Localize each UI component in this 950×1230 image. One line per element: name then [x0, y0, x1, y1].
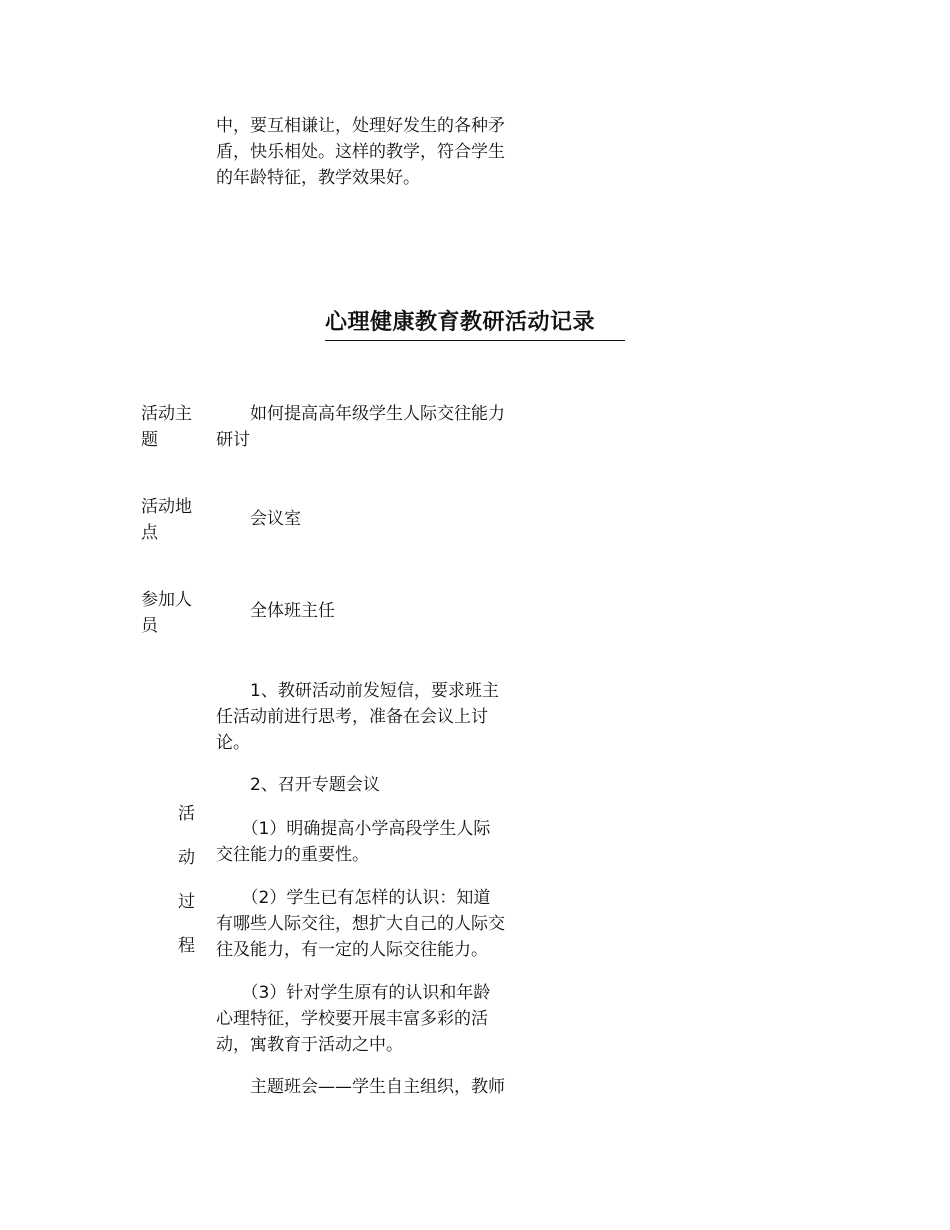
document-title: 心理健康教育教研活动记录	[325, 310, 596, 335]
process-paragraph-1	[216, 678, 499, 756]
process-line: 交往能力的重要性。	[216, 845, 369, 865]
process-line: 动，寓教育于活动之中。	[216, 1035, 403, 1055]
theme-value-line: 如何提高高年级学生人际交往能力	[216, 404, 505, 424]
theme-label	[141, 401, 192, 453]
place-label-line: 活动地	[141, 497, 192, 517]
theme-value	[216, 401, 505, 453]
process-label-char: 活	[178, 804, 195, 824]
process-line: 有哪些人际交往，想扩大自己的人际交	[216, 914, 505, 934]
place-label-line: 点	[141, 523, 158, 543]
theme-label-line: 题	[141, 430, 158, 450]
process-label-char: 程	[178, 936, 195, 956]
process-line: 2、召开专题会议	[216, 775, 380, 795]
process-line: 心理特征，学校要开展丰富多彩的活	[216, 1009, 488, 1029]
people-label	[141, 587, 192, 639]
process-paragraph-5	[216, 980, 490, 1058]
process-line: 1、教研活动前发短信，要求班主	[216, 681, 499, 701]
process-line: 任活动前进行思考，准备在会议上讨	[216, 707, 488, 727]
intro-line: 盾，快乐相处。这样的教学，符合学生	[216, 142, 505, 162]
process-line: 论。	[216, 733, 250, 753]
intro-line: 的年龄特征，教学效果好。	[216, 168, 420, 188]
process-line: （3）针对学生原有的认识和年龄	[216, 983, 491, 1003]
process-label-char: 动	[178, 848, 195, 868]
process-paragraph-3	[216, 816, 490, 868]
process-line: （2）学生已有怎样的认识：知道	[216, 888, 491, 908]
people-label-line: 员	[141, 616, 158, 636]
title-underline	[325, 340, 625, 341]
intro-paragraph	[216, 113, 505, 191]
process-line: 往及能力，有一定的人际交往能力。	[216, 940, 488, 960]
theme-label-line: 活动主	[141, 404, 192, 424]
process-paragraph-6	[216, 1074, 505, 1100]
process-paragraph-4	[216, 885, 505, 963]
theme-value-line: 研讨	[216, 430, 250, 450]
process-line: 主题班会——学生自主组织，教师	[216, 1077, 505, 1097]
place-label	[141, 494, 192, 546]
intro-line: 中，要互相谦让，处理好发生的各种矛	[216, 116, 505, 136]
people-label-line: 参加人	[141, 590, 192, 610]
people-value: 全体班主任	[216, 601, 335, 621]
process-label-char: 过	[178, 892, 195, 912]
place-value: 会议室	[216, 509, 301, 529]
process-paragraph-2	[216, 772, 380, 798]
process-line: （1）明确提高小学高段学生人际	[216, 819, 491, 839]
